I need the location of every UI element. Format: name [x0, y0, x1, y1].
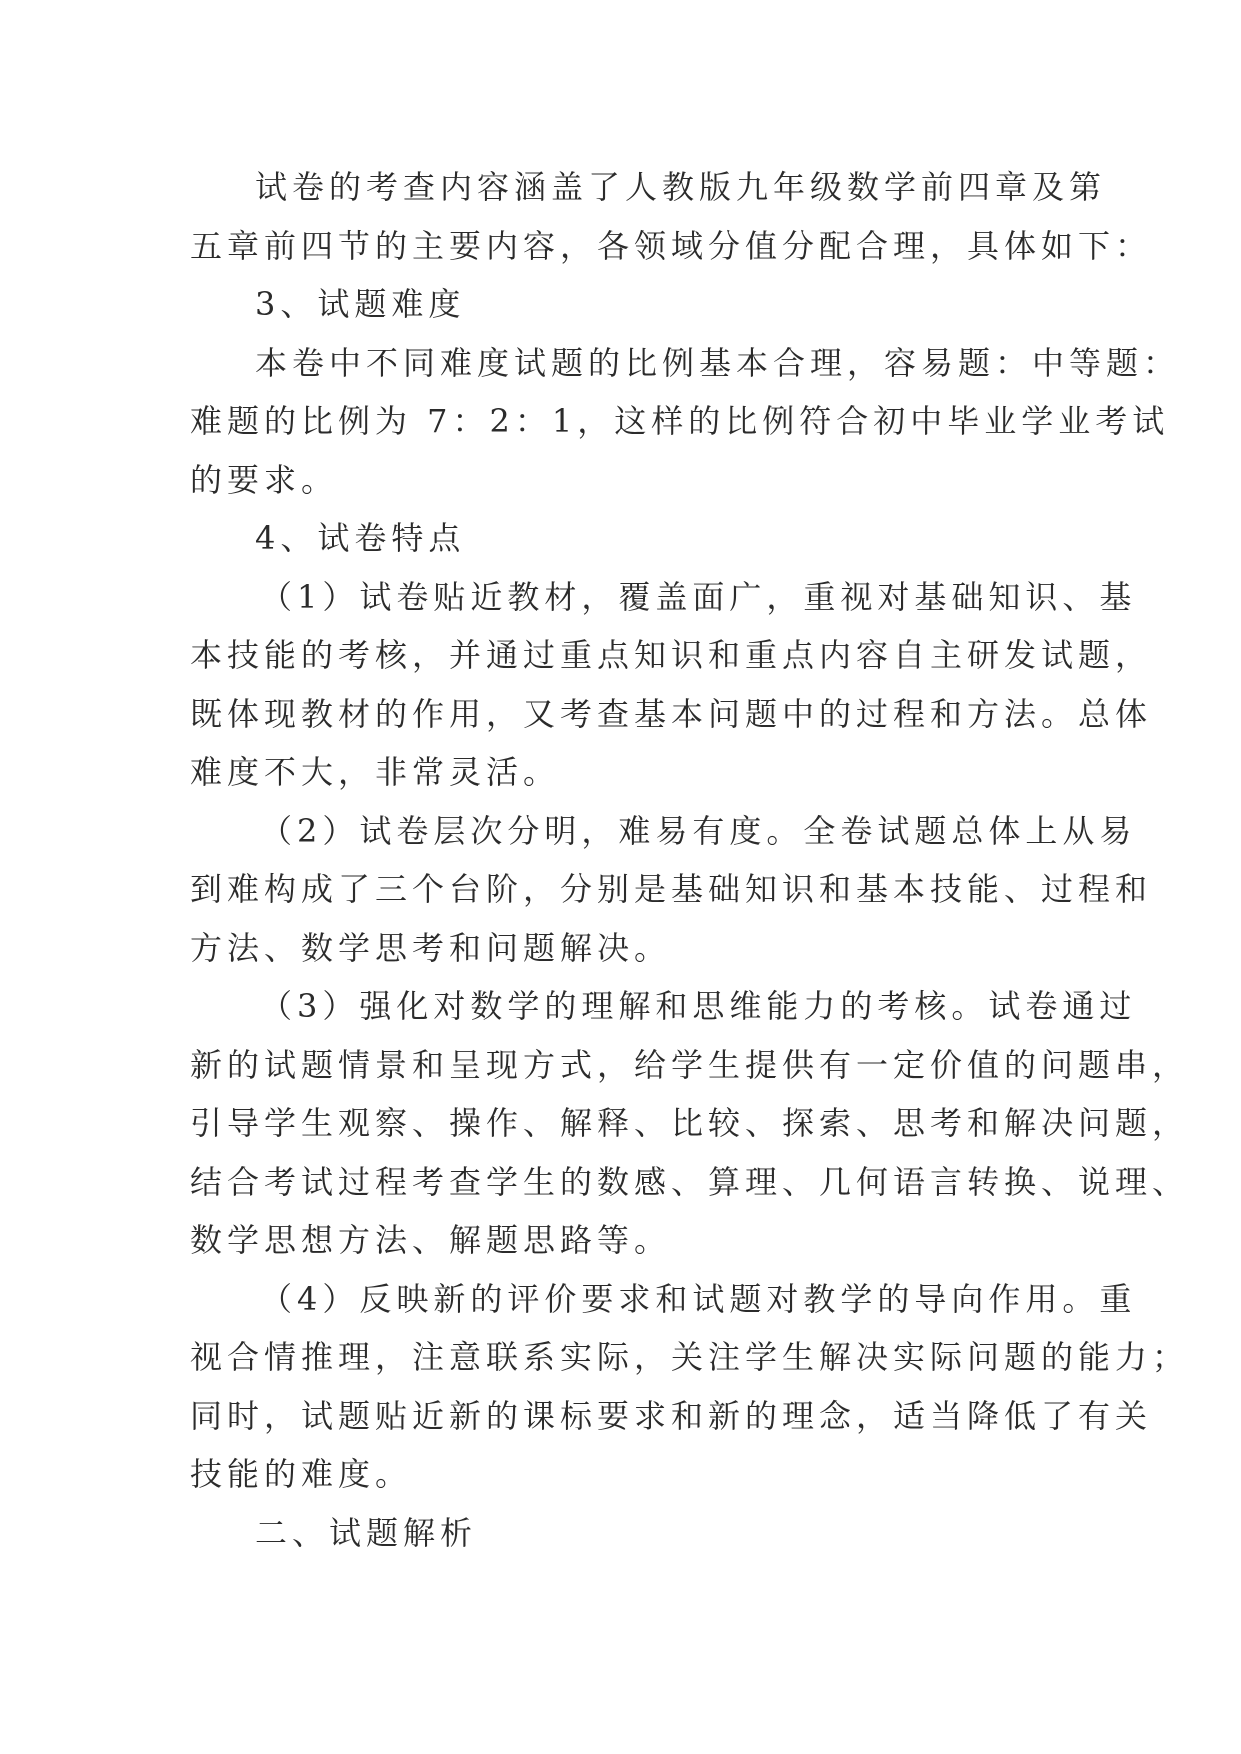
heading-question-analysis: 二、试题解析	[255, 1513, 478, 1552]
feature-4-line-1: （4）反映新的评价要求和试题对教学的导向作用。重	[260, 1279, 1137, 1318]
paragraph-difficulty-line-1: 本卷中不同难度试题的比例基本合理，容易题：中等题：	[255, 343, 1181, 382]
feature-4-line-3: 同时，试题贴近新的课标要求和新的理念，适当降低了有关	[190, 1396, 1153, 1435]
feature-4-line-4: 技能的难度。	[190, 1455, 413, 1493]
feature-2-line-2: 到难构成了三个台阶，分别是基础知识和基本技能、过程和	[190, 870, 1153, 908]
feature-2-line-1: （2）试卷层次分明，难易有度。全卷试题总体上从易	[260, 811, 1137, 850]
paragraph-difficulty-line-3: 的要求。	[190, 460, 339, 499]
feature-3-line-2: 新的试题情景和呈现方式，给学生提供有一定价值的问题串，	[190, 1045, 1190, 1084]
feature-1-line-3: 既体现教材的作用，又考查基本问题中的过程和方法。总体	[190, 694, 1153, 733]
feature-2-line-3: 方法、数学思考和问题解决。	[190, 928, 672, 967]
feature-3-line-5: 数学思想方法、解题思路等。	[190, 1221, 672, 1259]
feature-1-line-2: 本技能的考核，并通过重点知识和重点内容自主研发试题，	[190, 636, 1153, 674]
feature-4-line-2: 视合情推理，注意联系实际，关注学生解决实际问题的能力；	[190, 1338, 1190, 1376]
feature-3-line-4: 结合考试过程考查学生的数感、算理、几何语言转换、说理、	[190, 1162, 1190, 1201]
paragraph-difficulty-line-2: 难题的比例为 7：2：1，这样的比例符合初中毕业学业考试	[190, 402, 1170, 440]
paragraph-content-coverage-line-2: 五章前四节的主要内容，各领域分值分配合理，具体如下：	[190, 226, 1153, 265]
paragraph-content-coverage-line-1: 试卷的考查内容涵盖了人教版九年级数学前四章及第	[255, 168, 1107, 206]
feature-1-line-4: 难度不大，非常灵活。	[190, 753, 561, 791]
heading-features: 4、试卷特点	[255, 519, 466, 557]
heading-difficulty: 3、试题难度	[255, 285, 466, 323]
feature-3-line-3: 引导学生观察、操作、解释、比较、探索、思考和解决问题，	[190, 1104, 1190, 1142]
feature-1-line-1: （1）试卷贴近教材，覆盖面广，重视对基础知识、基	[260, 577, 1137, 616]
body-text	[190, 158, 1190, 1562]
feature-3-line-1: （3）强化对数学的理解和思维能力的考核。试卷通过	[260, 987, 1137, 1025]
